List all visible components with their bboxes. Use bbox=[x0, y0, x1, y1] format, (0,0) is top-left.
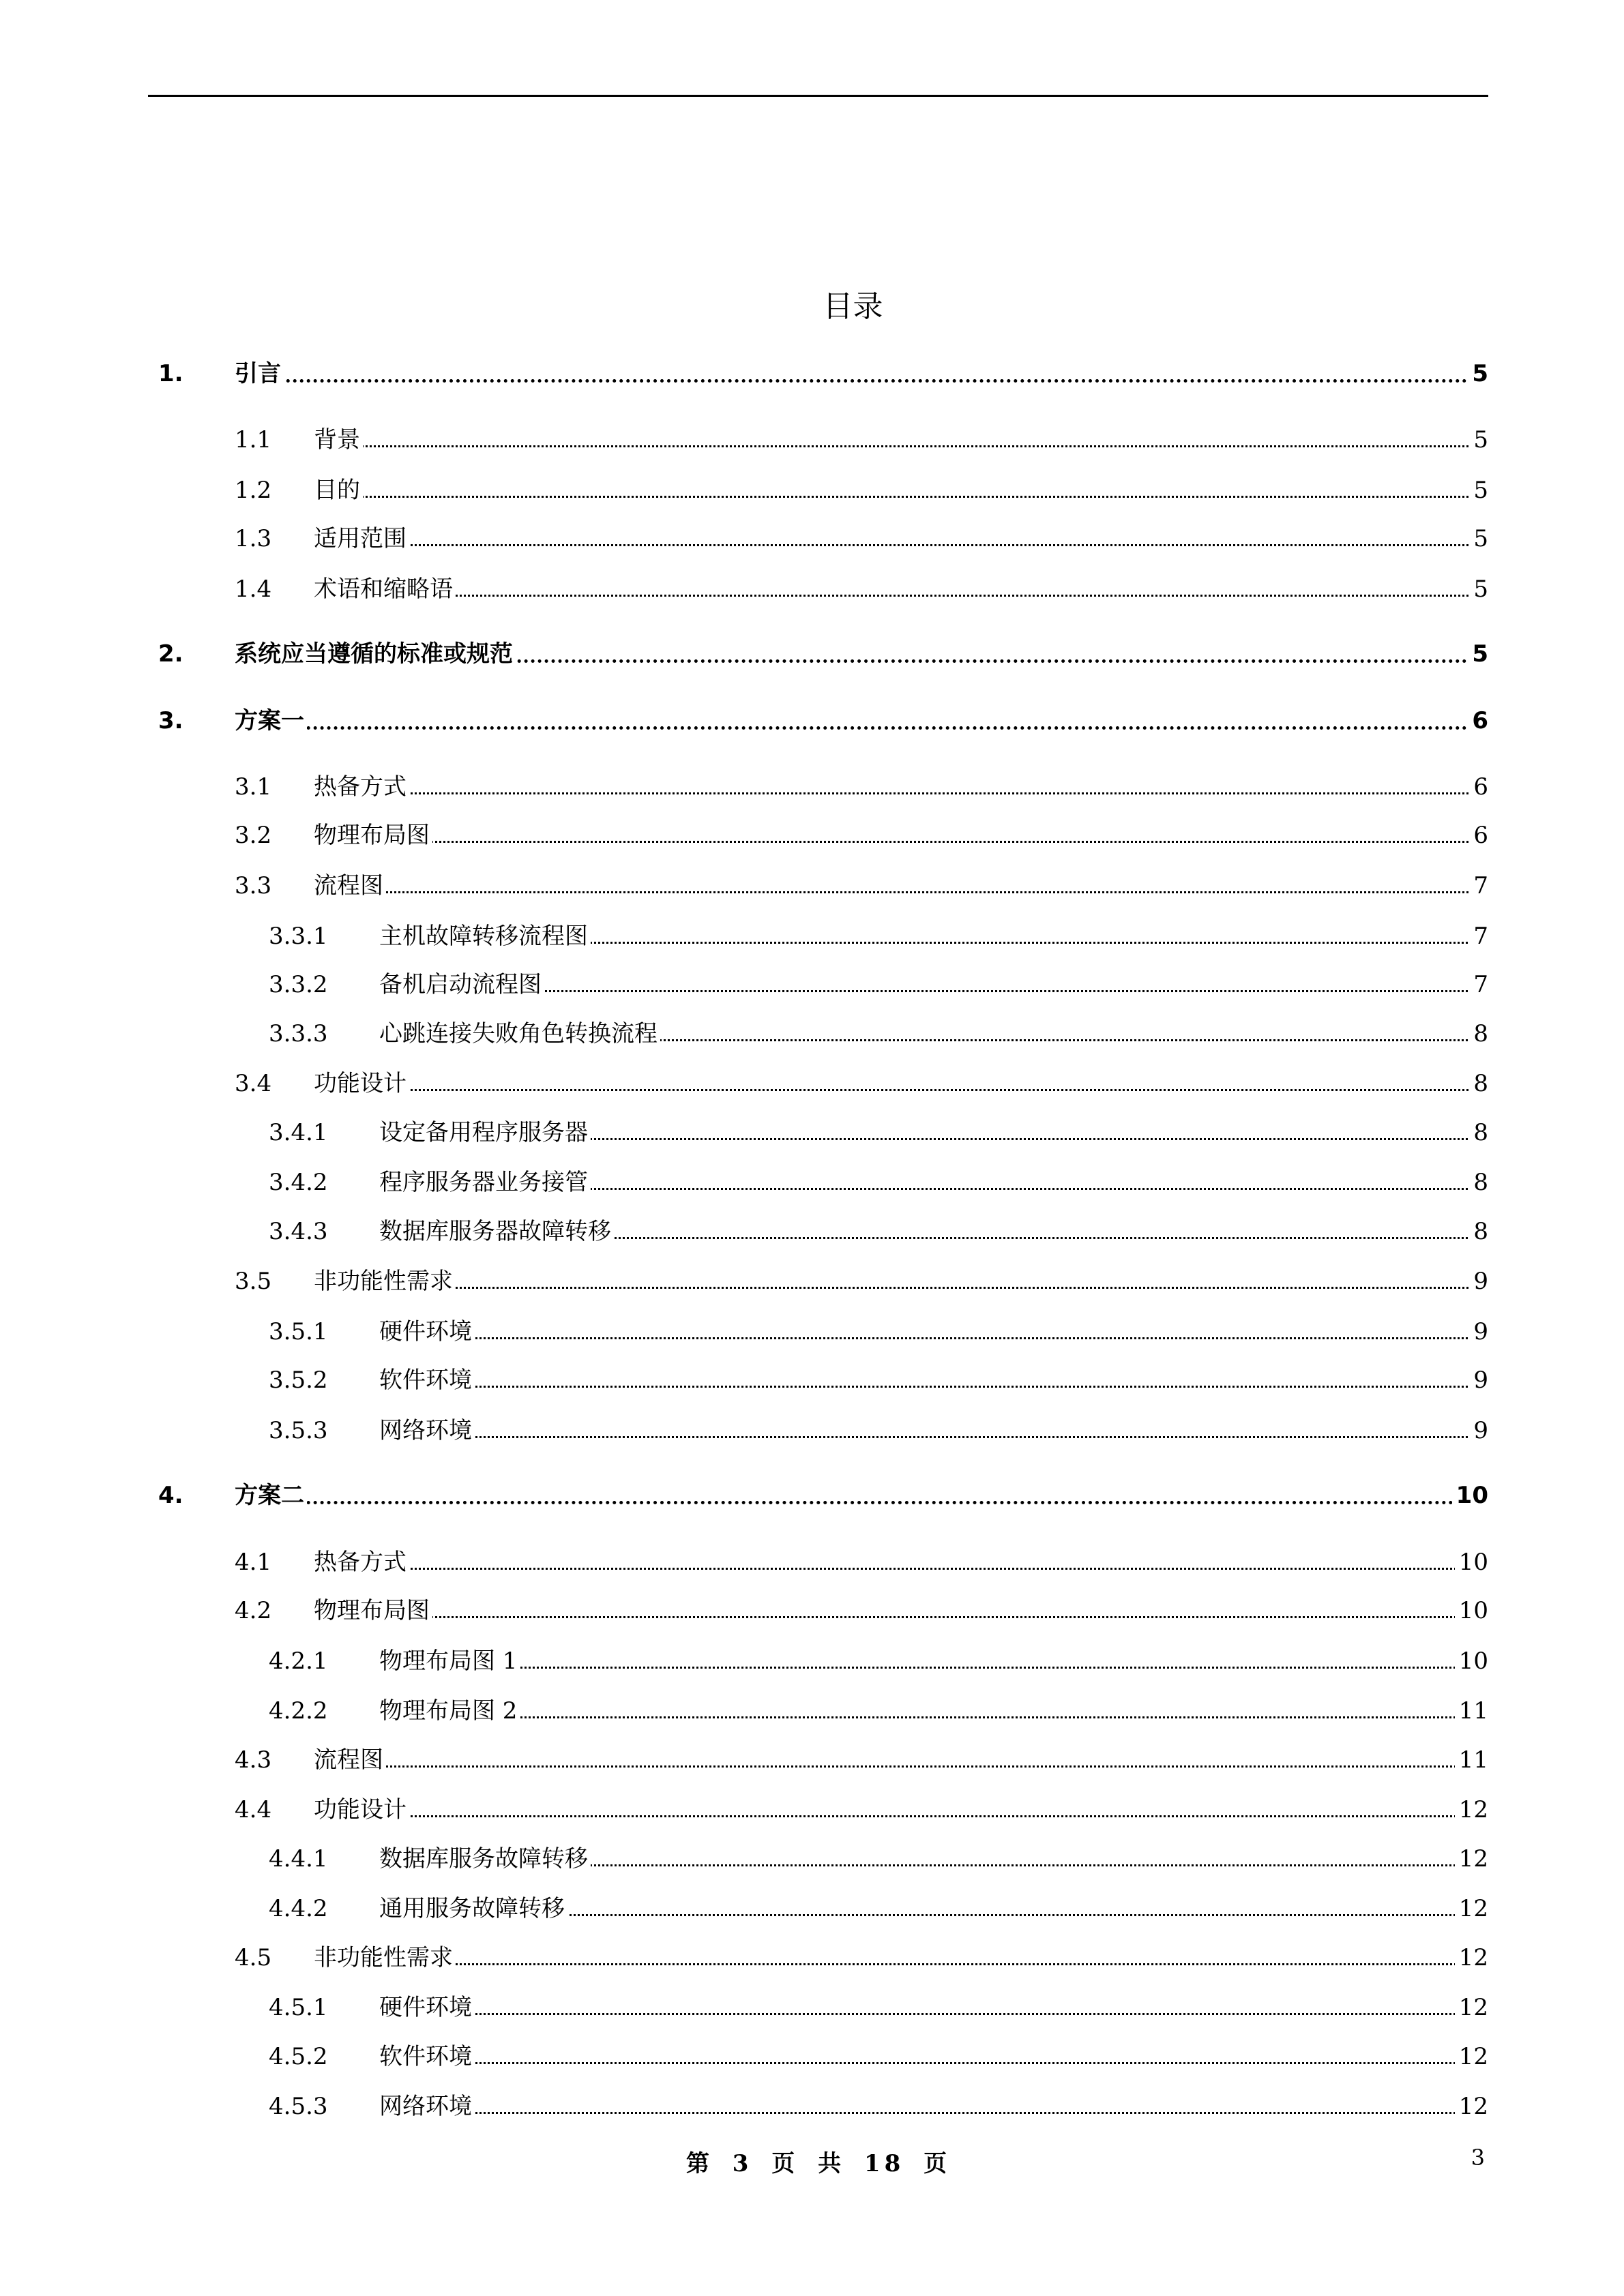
toc-page: 5 bbox=[1469, 421, 1488, 459]
dot-leader bbox=[389, 2013, 1481, 2015]
toc-text: 术语和缩略语 bbox=[314, 570, 456, 608]
toc-text: 方案二 bbox=[235, 1476, 307, 1515]
toc-text: 功能设计 bbox=[314, 1064, 409, 1103]
toc-number: 3.1 bbox=[235, 773, 272, 801]
toc-number: 3.5 bbox=[235, 1268, 272, 1295]
toc-entry[interactable] bbox=[0, 816, 1624, 854]
toc-text: 物理布局图 1 bbox=[379, 1642, 520, 1680]
toc-number: 3.4 bbox=[235, 1070, 272, 1097]
dot-leader bbox=[389, 1337, 1481, 1339]
toc-text: 物理布局图 bbox=[314, 816, 432, 854]
dot-leader bbox=[321, 1815, 1481, 1817]
dot-leader bbox=[239, 726, 1481, 730]
toc-number: 4.2 bbox=[235, 1597, 272, 1624]
toc-entry[interactable] bbox=[0, 471, 1624, 509]
toc-page: 11 bbox=[1455, 1692, 1488, 1730]
toc-number: 1. bbox=[158, 360, 183, 387]
toc-number: 4.1 bbox=[235, 1549, 272, 1576]
footer-page-count: 第 3 页 共 18 页 bbox=[685, 2150, 951, 2177]
dot-leader bbox=[321, 544, 1481, 546]
dot-leader bbox=[321, 445, 1481, 447]
toc-entry[interactable] bbox=[0, 635, 1624, 673]
toc-entry[interactable] bbox=[0, 1015, 1624, 1053]
toc-text: 硬件环境 bbox=[379, 1313, 475, 1351]
toc-text: 数据库服务器故障转移 bbox=[379, 1212, 614, 1251]
toc-entry[interactable] bbox=[0, 1840, 1624, 1878]
toc-page: 6 bbox=[1469, 816, 1488, 854]
toc-entry[interactable] bbox=[0, 1064, 1624, 1103]
toc-text: 心跳连接失败角色转换流程 bbox=[379, 1015, 660, 1053]
toc-number: 1.4 bbox=[235, 576, 272, 603]
toc-entry[interactable] bbox=[0, 1988, 1624, 2027]
toc-text: 设定备用程序服务器 bbox=[379, 1114, 591, 1152]
toc-number: 2. bbox=[158, 640, 183, 668]
toc-number: 3.4.1 bbox=[269, 1119, 328, 1146]
toc-number: 3.5.1 bbox=[269, 1318, 328, 1345]
toc-text: 热备方式 bbox=[314, 1543, 409, 1581]
toc-number: 1.2 bbox=[235, 477, 272, 504]
toc-page: 10 bbox=[1455, 1592, 1488, 1630]
toc-text: 网络环境 bbox=[379, 2087, 475, 2126]
toc-number: 4.4 bbox=[235, 1796, 272, 1823]
dot-leader bbox=[389, 1667, 1481, 1669]
toc-page: 12 bbox=[1455, 2038, 1488, 2076]
toc-entry[interactable] bbox=[0, 2038, 1624, 2076]
dot-leader bbox=[321, 1568, 1481, 1570]
toc-entry[interactable] bbox=[0, 966, 1624, 1004]
toc-number: 3.3 bbox=[235, 872, 272, 899]
toc-page: 9 bbox=[1469, 1313, 1488, 1351]
toc-page: 9 bbox=[1469, 1361, 1488, 1399]
toc-text: 流程图 bbox=[314, 1741, 386, 1779]
toc-text: 流程图 bbox=[314, 867, 386, 905]
toc-text: 非功能性需求 bbox=[314, 1262, 456, 1300]
toc-text: 引言 bbox=[235, 355, 284, 393]
dot-leader bbox=[389, 1386, 1481, 1388]
dot-leader bbox=[321, 891, 1481, 893]
toc-page: 5 bbox=[1469, 471, 1488, 509]
dot-leader bbox=[321, 841, 1481, 843]
toc-entry[interactable] bbox=[0, 702, 1624, 740]
toc-page: 12 bbox=[1455, 1890, 1488, 1928]
toc-number: 4.4.1 bbox=[269, 1845, 328, 1873]
dot-leader bbox=[389, 2112, 1481, 2114]
toc-entry[interactable] bbox=[0, 1212, 1624, 1251]
toc-text: 适用范围 bbox=[314, 520, 409, 558]
header-rule bbox=[148, 95, 1488, 97]
dot-leader bbox=[321, 1765, 1481, 1768]
page-title: 目录 bbox=[823, 289, 883, 324]
toc-number: 3.4.2 bbox=[269, 1169, 328, 1196]
toc-text: 通用服务故障转移 bbox=[379, 1890, 567, 1928]
toc-text: 背景 bbox=[314, 421, 363, 459]
toc-page: 7 bbox=[1469, 917, 1488, 955]
toc-number: 4.2.1 bbox=[269, 1648, 328, 1675]
toc-text: 数据库服务故障转移 bbox=[379, 1840, 591, 1878]
dot-leader bbox=[321, 496, 1481, 498]
toc-entry[interactable] bbox=[0, 917, 1624, 955]
toc-page: 10 bbox=[1455, 1543, 1488, 1581]
toc-page: 10 bbox=[1452, 1476, 1488, 1515]
toc-number: 4.2.2 bbox=[269, 1697, 328, 1725]
toc-entry[interactable] bbox=[0, 768, 1624, 806]
toc-entry[interactable] bbox=[0, 1543, 1624, 1581]
toc-entry[interactable] bbox=[0, 1114, 1624, 1152]
toc-text: 网络环境 bbox=[379, 1412, 475, 1450]
toc-number: 3.2 bbox=[235, 822, 272, 849]
dot-leader bbox=[321, 1963, 1481, 1965]
toc-text: 系统应当遵循的标准或规范 bbox=[235, 635, 516, 673]
toc-entry[interactable] bbox=[0, 1313, 1624, 1351]
toc-entry[interactable] bbox=[0, 1741, 1624, 1779]
dot-leader bbox=[389, 2062, 1481, 2064]
toc-entry[interactable] bbox=[0, 1791, 1624, 1829]
toc-page: 7 bbox=[1469, 966, 1488, 1004]
toc-text: 目的 bbox=[314, 471, 363, 509]
toc-entry[interactable] bbox=[0, 355, 1624, 393]
toc-entry[interactable] bbox=[0, 1412, 1624, 1450]
toc-page: 8 bbox=[1469, 1064, 1488, 1103]
toc-number: 3.5.2 bbox=[269, 1367, 328, 1394]
dot-leader bbox=[239, 379, 1481, 383]
toc-entry[interactable] bbox=[0, 1692, 1624, 1730]
toc-entry[interactable] bbox=[0, 1939, 1624, 1977]
toc-number: 3.5.3 bbox=[269, 1417, 328, 1444]
dot-leader bbox=[321, 1616, 1481, 1618]
toc-page: 8 bbox=[1469, 1015, 1488, 1053]
toc-number: 4.4.2 bbox=[269, 1895, 328, 1922]
toc-page: 12 bbox=[1455, 1840, 1488, 1878]
dot-leader bbox=[321, 792, 1481, 794]
toc-number: 1.1 bbox=[235, 426, 272, 453]
toc-text: 方案一 bbox=[235, 702, 307, 740]
dot-leader bbox=[321, 595, 1481, 597]
toc-page: 5 bbox=[1469, 570, 1488, 608]
toc-number: 4.5.2 bbox=[269, 2043, 328, 2070]
toc-text: 物理布局图 2 bbox=[379, 1692, 520, 1730]
toc-number: 3.3.2 bbox=[269, 971, 328, 998]
toc-page: 9 bbox=[1469, 1262, 1488, 1300]
toc-number: 3.3.3 bbox=[269, 1020, 328, 1047]
dot-leader bbox=[321, 1089, 1481, 1091]
toc-number: 4. bbox=[158, 1482, 183, 1509]
toc-text: 硬件环境 bbox=[379, 1988, 475, 2027]
dot-leader bbox=[389, 1436, 1481, 1438]
toc-text: 软件环境 bbox=[379, 1361, 475, 1399]
dot-leader bbox=[239, 1501, 1481, 1504]
toc-page: 6 bbox=[1469, 768, 1488, 806]
toc-page: 9 bbox=[1469, 1412, 1488, 1450]
toc-entry[interactable] bbox=[0, 1476, 1624, 1515]
toc-entry[interactable] bbox=[0, 570, 1624, 608]
toc-page: 12 bbox=[1455, 2087, 1488, 2126]
dot-leader bbox=[321, 1287, 1481, 1289]
toc-number: 3. bbox=[158, 707, 183, 734]
toc-page: 10 bbox=[1455, 1642, 1488, 1680]
toc-number: 4.5 bbox=[235, 1944, 272, 1971]
toc-entry[interactable] bbox=[0, 520, 1624, 558]
toc-entry[interactable] bbox=[0, 867, 1624, 905]
toc-page: 5 bbox=[1468, 355, 1488, 393]
toc-entry[interactable] bbox=[0, 1890, 1624, 1928]
toc-page: 8 bbox=[1469, 1163, 1488, 1202]
toc-text: 热备方式 bbox=[314, 768, 409, 806]
toc-number: 4.3 bbox=[235, 1746, 272, 1774]
toc-text: 功能设计 bbox=[314, 1791, 409, 1829]
footer-page-number: 3 bbox=[1471, 2145, 1485, 2171]
dot-leader bbox=[389, 1716, 1481, 1718]
toc-text: 软件环境 bbox=[379, 2038, 475, 2076]
toc-page: 12 bbox=[1455, 1791, 1488, 1829]
toc-number: 3.3.1 bbox=[269, 923, 328, 950]
toc-entry[interactable] bbox=[0, 1642, 1624, 1680]
toc-page: 5 bbox=[1468, 635, 1488, 673]
toc-number: 1.3 bbox=[235, 525, 272, 552]
toc-page: 12 bbox=[1455, 1939, 1488, 1977]
toc-number: 4.5.3 bbox=[269, 2093, 328, 2120]
dot-leader bbox=[389, 990, 1481, 992]
toc-text: 备机启动流程图 bbox=[379, 966, 544, 1004]
toc-page: 12 bbox=[1455, 1988, 1488, 2027]
toc-text: 程序服务器业务接管 bbox=[379, 1163, 591, 1202]
toc-text: 非功能性需求 bbox=[314, 1939, 456, 1977]
toc-entry[interactable] bbox=[0, 2087, 1624, 2126]
toc-entry[interactable] bbox=[0, 421, 1624, 459]
toc-page: 8 bbox=[1469, 1212, 1488, 1251]
toc-page: 7 bbox=[1469, 867, 1488, 905]
toc-page: 6 bbox=[1468, 702, 1488, 740]
toc-text: 物理布局图 bbox=[314, 1592, 432, 1630]
toc-page: 11 bbox=[1455, 1741, 1488, 1779]
toc-text: 主机故障转移流程图 bbox=[379, 917, 591, 955]
toc-page: 8 bbox=[1469, 1114, 1488, 1152]
toc-number: 3.4.3 bbox=[269, 1218, 328, 1245]
toc-page: 5 bbox=[1469, 520, 1488, 558]
toc-number: 4.5.1 bbox=[269, 1994, 328, 2021]
toc-entry[interactable] bbox=[0, 1361, 1624, 1399]
toc-entry[interactable] bbox=[0, 1262, 1624, 1300]
toc-entry[interactable] bbox=[0, 1163, 1624, 1202]
toc-entry[interactable] bbox=[0, 1592, 1624, 1630]
